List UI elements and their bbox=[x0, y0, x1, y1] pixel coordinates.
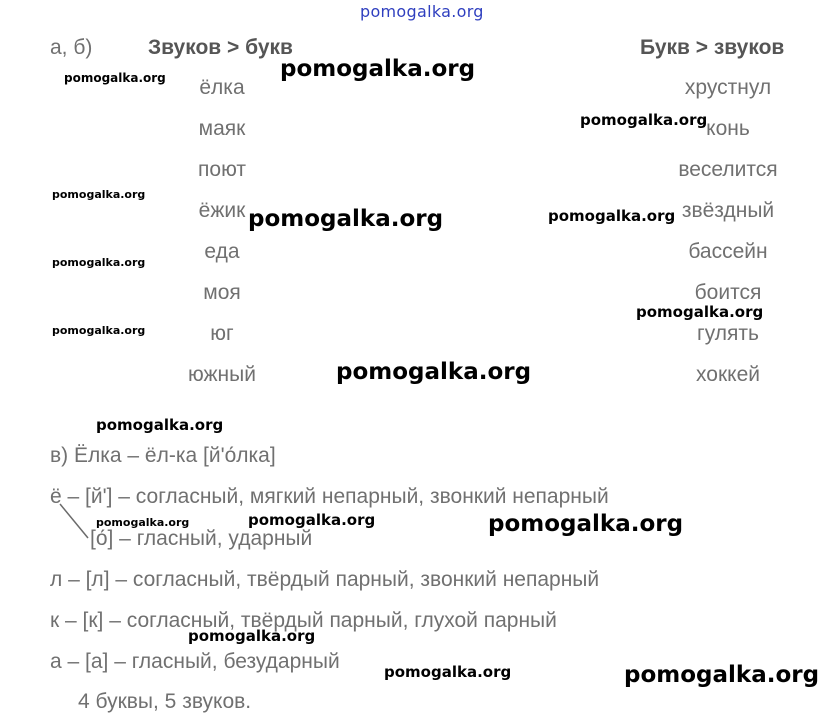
watermark: pomogalka.org bbox=[384, 663, 512, 681]
right-word: хрустнул bbox=[684, 76, 772, 99]
left-word: ёлка bbox=[199, 76, 245, 99]
watermark: pomogalka.org bbox=[64, 71, 166, 85]
left-word: ёжик bbox=[198, 199, 246, 222]
right-word: хоккей bbox=[696, 363, 760, 386]
section-v-title: в) Ёлка – ёл-ка [й'о́лка] bbox=[50, 444, 276, 467]
watermark: pomogalka.org bbox=[52, 256, 146, 269]
watermark: pomogalka.org bbox=[636, 303, 764, 321]
left-word: южный bbox=[188, 363, 256, 386]
watermark: pomogalka.org bbox=[280, 56, 476, 82]
section-ab-label: а, б) bbox=[50, 36, 93, 59]
analysis-line: л – [л] – согласный, твёрдый парный, звонкий непарный bbox=[50, 568, 600, 591]
watermark: pomogalka.org bbox=[52, 188, 146, 201]
left-word: поют bbox=[198, 158, 246, 181]
top-watermark: pomogalka.org bbox=[360, 2, 484, 21]
analysis-line: а – [а] – гласный, безударный bbox=[50, 650, 340, 673]
watermark: pomogalka.org bbox=[96, 516, 190, 529]
watermark: pomogalka.org bbox=[336, 359, 532, 385]
left-column-heading: Звуков > букв bbox=[148, 36, 293, 59]
analysis-line: [о́] – гласный, ударный bbox=[90, 527, 313, 550]
watermark: pomogalka.org bbox=[96, 416, 224, 434]
watermark: pomogalka.org bbox=[188, 627, 316, 645]
summary-line: 4 буквы, 5 звуков. bbox=[78, 690, 252, 713]
right-word: гулять bbox=[697, 322, 759, 345]
watermark: pomogalka.org bbox=[248, 206, 444, 232]
analysis-line: ё – [й'] – согласный, мягкий непарный, звонкий непарный bbox=[50, 485, 609, 508]
watermark: pomogalka.org bbox=[52, 324, 146, 337]
watermark: pomogalka.org bbox=[248, 511, 376, 529]
right-word: конь bbox=[706, 117, 750, 140]
left-word: маяк bbox=[198, 117, 246, 140]
watermark: pomogalka.org bbox=[488, 511, 684, 537]
left-word: еда bbox=[204, 240, 240, 263]
watermark: pomogalka.org bbox=[580, 111, 708, 129]
watermark: pomogalka.org bbox=[624, 662, 820, 688]
analysis-line: к – [к] – согласный, твёрдый парный, глухой парный bbox=[50, 609, 557, 632]
right-word: боится bbox=[694, 281, 762, 304]
right-word: звёздный bbox=[681, 199, 775, 222]
watermark: pomogalka.org bbox=[548, 207, 676, 225]
right-word: веселится bbox=[678, 158, 778, 181]
left-word: моя bbox=[203, 281, 241, 304]
right-column-heading: Букв > звуков bbox=[640, 36, 785, 59]
right-word: бассейн bbox=[688, 240, 768, 263]
left-word: юг bbox=[210, 322, 234, 345]
